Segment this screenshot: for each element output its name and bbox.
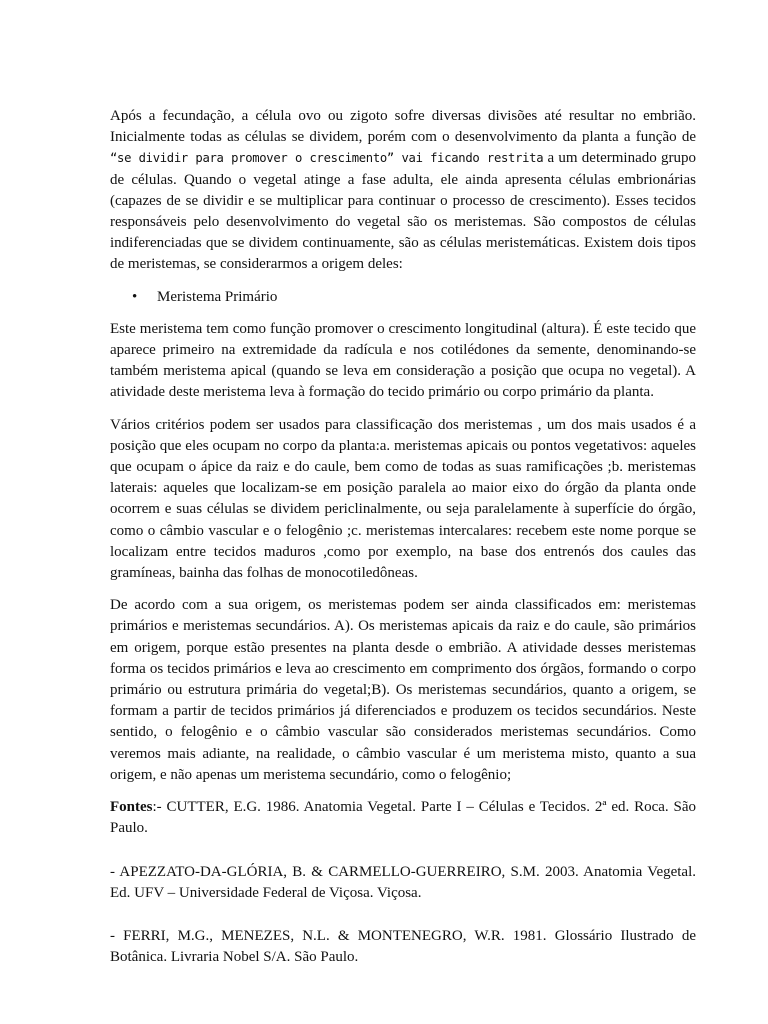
source-reference-1-text: :- CUTTER, E.G. 1986. Anatomia Vegetal. Parte I – Células e Tecidos. 2ª ed. Roca. São Paulo. xyxy=(110,799,696,837)
list-item xyxy=(110,287,696,308)
origin-paragraph: De acordo com a sua origem, os meristemas podem ser ainda classificados em: meristemas primários e meristemas secundários. A). Os meristemas apicais da raiz e do caule, são primários em origem, porque estão presentes na planta desde o embrião. A atividade desses meristemas forma os tecidos primários e leva ao crescimento em comprimento dos órgãos, formando o corpo primário ou estrutura primária do vegetal;B). Os meristemas secundários, quanto a origem, se formam a partir de tecidos primários já diferenciados e produzem os tecidos secundários. Neste sentido, o felogênio e o câmbio vascular são considerados meristemas secundários. Como veremos mais adiante, na realidade, o câmbio vascular é um meristema misto, quanto a sua origem, e não apenas um meristema secundário, como o felogênio; xyxy=(110,597,696,783)
primary-meristem-paragraph: Este meristema tem como função promover o crescimento longitudinal (altura). É este tecido que aparece primeiro na extremidade da radícula e nos cotilédones da semente, denominando-se também meristema apical (quando se leva em consideração a posição que ocupa no vegetal). A atividade deste meristema leva à formação do tecido primário ou corpo primário da planta. xyxy=(110,320,696,401)
intro-text-end: a um determinado grupo de células. Quando o vegetal atinge a fase adulta, ele ainda apresenta células embrionárias (capazes de se dividir e se multiplicar para continuar o processo de crescimento). Esses tecidos responsáveis pelo desenvolvimento do vegetal são os meristemas. São compostos de células indiferenciadas que se dividem continuamente, são as células meristemáticas. Existem dois tipos de meristemas, se considerarmos a origem deles: xyxy=(110,150,696,273)
intro-quote: “se dividir para promover o crescimento” vai ficando restrita xyxy=(110,151,544,166)
intro-text-start: Após a fecundação, a célula ovo ou zigoto sofre diversas divisões até resultar no embrião. Inicialmente todas as células se dividem, porém com o desenvolvimento da planta a função de xyxy=(110,108,696,146)
source-reference-3: - FERRI, M.G., MENEZES, N.L. & MONTENEGRO, W.R. 1981. Glossário Ilustrado de Botânica. Livraria Nobel S/A. São Paulo. xyxy=(110,927,696,966)
document-page xyxy=(110,106,696,990)
meristem-list xyxy=(110,287,696,308)
source-reference-2: - APEZZATO-DA-GLÓRIA, B. & CARMELLO-GUERREIRO, S.M. 2003. Anatomia Vegetal. Ed. UFV – Universidade Federal de Viçosa. Viçosa. xyxy=(110,863,696,901)
list-item-label: Meristema Primário xyxy=(157,288,278,305)
bullet-icon: • xyxy=(132,288,138,305)
sources-label: Fontes xyxy=(110,799,153,816)
classification-paragraph: Vários critérios podem ser usados para classificação dos meristemas , um dos mais usados é a posição que eles ocupam no corpo da planta:a. meristemas apicais ou pontos vegetativos: aqueles que ocupam o ápice da raiz e do caule, bem como de todas as suas ramificações ;b. meristemas laterais: aqueles que localizam-se em posição paralela ao maior eixo do órgão da planta onde ocorrem e suas células se dividem periclinalmente, ou seja paralelamente à superfície do órgão, como o câmbio vascular e o felogênio ;c. meristemas intercalares: recebem este nome porque se localizam entre tecidos maduros ,como por exemplo, na base dos entrenós dos caules das gramíneas, bainha das folhas de monocotiledôneas. xyxy=(110,416,696,582)
intro-paragraph xyxy=(110,106,696,276)
source-reference-1 xyxy=(110,797,696,839)
